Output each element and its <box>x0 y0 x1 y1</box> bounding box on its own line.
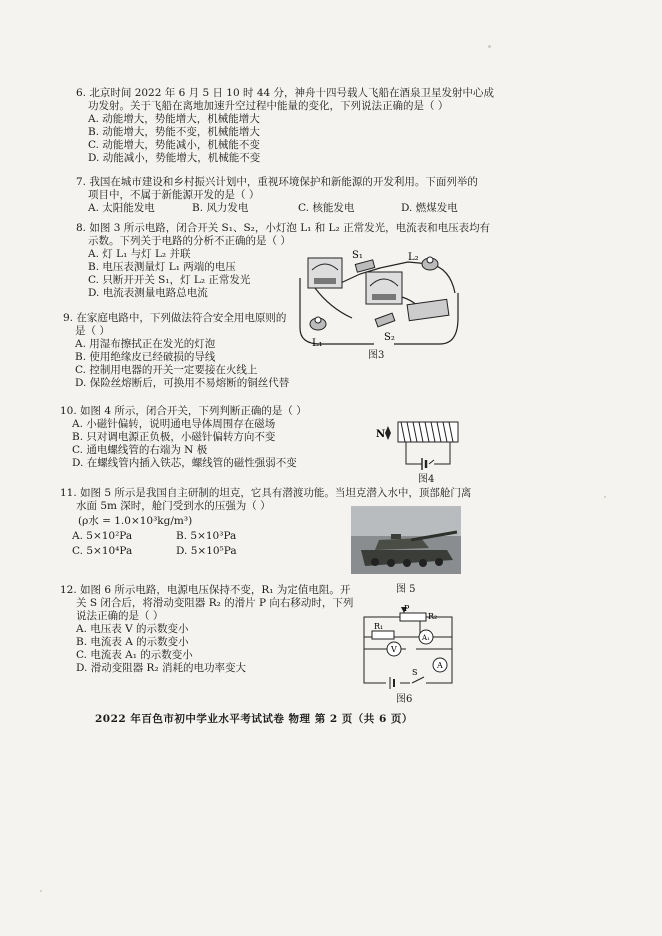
figure-6-label-a: A <box>437 661 443 670</box>
figure-6-label-p: P <box>404 604 410 613</box>
question-12-text-cont: 关 S 闭合后，将滑动变阻器 R₂ 的滑片 P 向右移动时，下列 <box>76 597 354 609</box>
bulb-l2-icon <box>422 257 438 270</box>
question-11-text-cont: 水面 5m 深时，舱门受到水的压强为（ ） <box>76 500 271 512</box>
question-6-text: 6. 北京时间 2022 年 6 月 5 日 10 时 44 分，神舟十四号载人飞船在酒泉卫星发射中心成 <box>76 87 495 99</box>
question-7-text: 7. 我国在城市建设和乡村振兴计划中，重视环境保护和新能源的开发利用。下面列举的 <box>76 176 478 188</box>
scan-speck <box>40 890 42 892</box>
question-7-option-b: B. 风力发电 <box>192 202 249 214</box>
question-7-option-a: A. 太阳能发电 <box>88 202 155 214</box>
question-12-text-cont2: 说法正确的是（ ） <box>76 610 164 622</box>
question-7-option-c: C. 核能发电 <box>298 202 355 214</box>
figure-6-circuit <box>360 603 460 691</box>
figure-4-solenoid <box>374 414 466 474</box>
question-12-option-b: B. 电流表 A 的示数变小 <box>76 636 189 648</box>
question-9-option-d: D. 保险丝熔断后，可换用不易熔断的铜丝代替 <box>75 377 290 389</box>
question-6-option-b: B. 动能增大，势能不变，机械能增大 <box>88 126 260 138</box>
question-9-text-cont: 是（ ） <box>75 325 110 337</box>
question-7 <box>76 176 478 215</box>
question-6-option-a: A. 动能增大，势能增大，机械能增大 <box>88 113 260 125</box>
question-12-option-c: C. 电流表 A₁ 的示数变小 <box>76 649 193 661</box>
figure-3-label-s1: S₁ <box>352 250 363 261</box>
figure-5-tank-photo <box>351 506 461 574</box>
question-12-option-a: A. 电压表 V 的示数变小 <box>76 623 189 635</box>
question-11-option-d: D. 5×10⁵Pa <box>176 545 237 557</box>
question-6 <box>76 87 494 165</box>
figure-3-label-l1: L₁ <box>312 338 323 349</box>
page-footer: 2022 年百色市初中学业水平考试试卷 物理 第 2 页（共 6 页） <box>95 713 413 725</box>
question-9-option-a: A. 用湿布擦拭正在发光的灯泡 <box>75 338 216 350</box>
ammeter-icon <box>366 272 402 304</box>
question-10 <box>60 405 307 470</box>
bulb-l1-icon <box>310 317 326 330</box>
question-11-option-c: C. 5×10⁴Pa <box>72 545 133 557</box>
scan-speck <box>488 45 491 48</box>
figure-6-caption: 图6 <box>396 694 413 705</box>
question-6-text-cont: 功发射。关于飞船在离地加速升空过程中能量的变化，下列说法正确的是（ ） <box>88 100 449 112</box>
question-10-option-a: A. 小磁针偏转，说明通电导体周围存在磁场 <box>72 418 276 430</box>
question-8-option-c: C. 只断开开关 S₁，灯 L₂ 正常发光 <box>88 274 251 286</box>
scan-speck <box>604 496 606 498</box>
question-11-option-a: A. 5×10²Pa <box>72 530 133 542</box>
question-10-text: 10. 如图 4 所示，闭合开关，下列判断正确的是（ ） <box>60 405 307 417</box>
figure-6-label-a1: A₁ <box>422 634 430 642</box>
question-9 <box>63 312 289 390</box>
resistor-r1-icon <box>372 631 394 639</box>
figure-6-label-r2: R₂ <box>428 612 438 621</box>
switch-s-icon <box>410 677 426 687</box>
solenoid-coil-icon <box>398 422 458 442</box>
question-7-option-d: D. 燃煤发电 <box>401 202 458 214</box>
battery-icon <box>386 677 400 689</box>
question-8-text-cont: 示数。下列关于电路的分析不正确的是（ ） <box>88 235 291 247</box>
compass-needle-icon <box>385 426 391 440</box>
question-6-option-d: D. 动能减小，势能增大，机械能不变 <box>88 152 261 164</box>
question-9-option-b: B. 使用绝缘皮已经破损的导线 <box>75 351 216 363</box>
figure-6-label-r1: R₁ <box>374 622 384 631</box>
question-12 <box>60 584 353 675</box>
figure-6-label-s: S <box>412 668 418 677</box>
figure-4-caption: 图4 <box>418 474 435 485</box>
figure-3-label-s2: S₂ <box>384 332 395 343</box>
question-9-option-c: C. 控制用电器的开关一定要接在火线上 <box>75 364 258 376</box>
question-8-option-d: D. 电流表测量电路总电流 <box>88 287 208 299</box>
question-7-text-cont: 项目中，不属于新能源开发的是（ ） <box>88 189 260 201</box>
question-9-text: 9. 在家庭电路中，下列做法符合安全用电原则的 <box>63 312 287 324</box>
question-11-text: 11. 如图 5 所示是我国自主研制的坦克，它具有潜渡功能。当坦克潜入水中，顶部舱门离 <box>60 487 472 499</box>
question-8-option-a: A. 灯 L₁ 与灯 L₂ 并联 <box>88 248 191 260</box>
question-11-density: (ρ水 = 1.0×10³kg/m³) <box>78 515 193 527</box>
question-11-option-b: B. 5×10³Pa <box>176 530 237 542</box>
question-10-option-d: D. 在螺线管内插入铁芯，螺线管的磁性强弱不变 <box>72 457 297 469</box>
question-6-option-c: C. 动能增大，势能减小，机械能不变 <box>88 139 260 151</box>
voltmeter-icon <box>308 258 342 288</box>
question-8-text: 8. 如图 3 所示电路，闭合开关 S₁、S₂，小灯泡 L₁ 和 L₂ 正常发光，电流表和电压表均有 <box>76 222 491 234</box>
question-12-option-d: D. 滑动变阻器 R₂ 消耗的电功率变大 <box>76 662 247 674</box>
figure-3-label-l2: L₂ <box>408 252 419 263</box>
question-8-option-b: B. 电压表测量灯 L₁ 两端的电压 <box>88 261 236 273</box>
figure-3-circuit <box>290 248 465 360</box>
figure-4-label-n: N <box>376 429 386 440</box>
battery-icon <box>422 458 434 470</box>
question-12-text: 12. 如图 6 所示电路，电源电压保持不变，R₁ 为定值电阻。开 <box>60 584 351 596</box>
question-10-option-b: B. 只对调电源正负极，小磁针偏转方向不变 <box>72 431 276 443</box>
question-10-option-c: C. 通电螺线管的右端为 N 极 <box>72 444 208 456</box>
figure-3-caption: 图3 <box>368 350 385 361</box>
switch-s2-icon <box>375 313 395 327</box>
figure-6-label-v: V <box>391 645 397 654</box>
figure-5-caption: 图 5 <box>396 584 416 595</box>
